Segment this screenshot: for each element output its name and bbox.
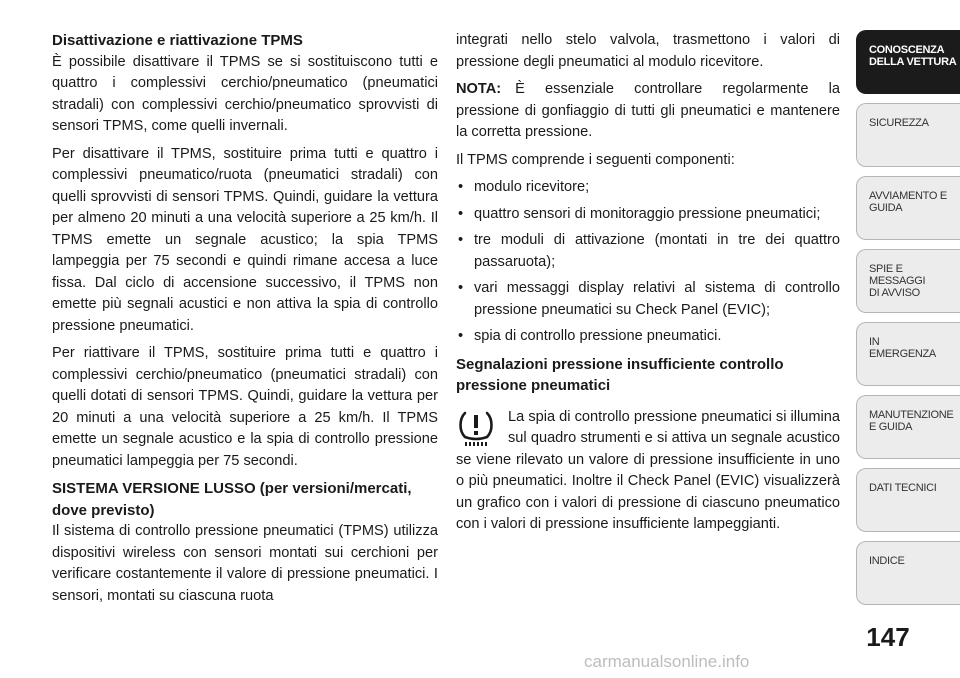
paragraph: Il TPMS comprende i seguenti componenti: xyxy=(456,151,735,168)
tab-indice[interactable] xyxy=(856,541,960,605)
tire-pressure-warning-icon xyxy=(456,407,496,449)
list-item: • modulo ricevitore; xyxy=(456,177,840,199)
page-number: 147 xyxy=(866,622,910,652)
tab-label: MANUTENZIONE E GUIDA xyxy=(869,409,954,433)
section-heading-segnalazioni: Segnalazioni pressione insufficiente controllo pressione pneumatici xyxy=(456,355,784,394)
tab-conoscenza-della-vettura[interactable] xyxy=(856,30,960,94)
section-heading-lusso: SISTEMA VERSIONE LUSSO (per versioni/mercati, dove previsto) xyxy=(52,480,412,519)
list-item: • quattro sensori di monitoraggio pressione pneumatici; xyxy=(456,204,840,226)
section-heading-tpms: Disattivazione e riattivazione TPMS xyxy=(52,32,303,49)
list-item: • spia di controllo pressione pneumatici. xyxy=(456,326,840,348)
paragraph: Per disattivare il TPMS, sostituire prima tutti e quattro i complessivi pneumatico/ruota (pneumatici stradali) con quelli sprovvisti di sensori TPMS. Quindi, guidare la vettura per almeno 20 minuti a una velocità superiore a 25 km/h. Il TPMS emette un segnale acustico; la spia TPMS lampeggia per 75 secondi e quindi rimane accesa a luce fissa. Dal ciclo di accensione successivo, il TPMS non emette più segnali acustici e non attiva la spia di controllo pressione pneumatici. xyxy=(52,145,438,334)
tab-sicurezza[interactable] xyxy=(856,103,960,167)
paragraph: Per riattivare il TPMS, sostituire prima tutti e quattro i complessivi cerchio/pneumatico (pneumatici stradali) con quelli dotati di sensori TPMS. Quindi, guidare la vettura per 20 minuti a una velocità superiore a 25 km/h. Il TPMS emette un segnale acustico e la spia di controllo pressione pneumatici lampeggia per 75 secondi. xyxy=(52,345,438,469)
watermark: carmanualsonline.info xyxy=(584,652,750,671)
components-list xyxy=(456,177,840,348)
nota-label: NOTA: xyxy=(456,81,502,97)
nota-text: È essenziale controllare regolarmente la pressione di gonfiaggio di tutti gli pneumatici e mantenere la corretta pressione. xyxy=(456,81,840,140)
tab-label: IN EMERGENZA xyxy=(869,336,936,360)
warning-block xyxy=(456,407,840,536)
nota-paragraph xyxy=(456,79,840,144)
tab-label: SICUREZZA xyxy=(869,117,929,129)
list-item: • tre moduli di attivazione (montati in tre dei quattro passaruota); xyxy=(456,230,840,273)
tab-avviamento-e-guida[interactable] xyxy=(856,176,960,240)
chapter-index-sidebar xyxy=(856,30,960,614)
tab-label: DATI TECNICI xyxy=(869,482,937,494)
tab-dati-tecnici[interactable] xyxy=(856,468,960,532)
warning-paragraph: La spia di controllo pressione pneumatici si illumina sul quadro strumenti e si attiva un segnale acustico se viene rilevato un valore di pressione insufficiente in uno o più pneumatici. Inoltre il Check Panel (EVIC) visualizzerà un grafico con i valori di pressione di ciascuno pneumatico con i valori di pressione insufficiente lampeggianti. xyxy=(456,408,840,532)
tab-label: INDICE xyxy=(869,555,905,567)
tab-in-emergenza[interactable] xyxy=(856,322,960,386)
paragraph: È possibile disattivare il TPMS se si sostituiscono tutti e quattro i complessivi cerchio/pneumatico (pneumatici stradali) con complessivi cerchio/pneumatico sprovvisti di sensori TPMS, come quelli invernali. xyxy=(52,53,438,134)
tab-label: AVVIAMENTO E GUIDA xyxy=(869,190,947,214)
tab-label: SPIE E MESSAGGI DI AVVISO xyxy=(869,263,926,299)
tab-spie-e-messaggi[interactable] xyxy=(856,249,960,313)
right-column xyxy=(456,30,840,542)
left-column xyxy=(52,30,438,613)
tab-label: CONOSCENZA DELLA VETTURA xyxy=(869,44,957,68)
list-item: • vari messaggi display relativi al sistema di controllo pressione pneumatici su Check Panel (EVIC); xyxy=(456,278,840,321)
paragraph: integrati nello stelo valvola, trasmettono i valori di pressione degli pneumatici al modulo ricevitore. xyxy=(456,32,840,70)
paragraph: Il sistema di controllo pressione pneumatici (TPMS) utilizza dispositivi wireless con sensori montati sui cerchioni per verificare costantemente il valore di pressione pneumatici. I sensori, montati su ciascuna ruota xyxy=(52,523,438,604)
tab-manutenzione-e-guida[interactable] xyxy=(856,395,960,459)
